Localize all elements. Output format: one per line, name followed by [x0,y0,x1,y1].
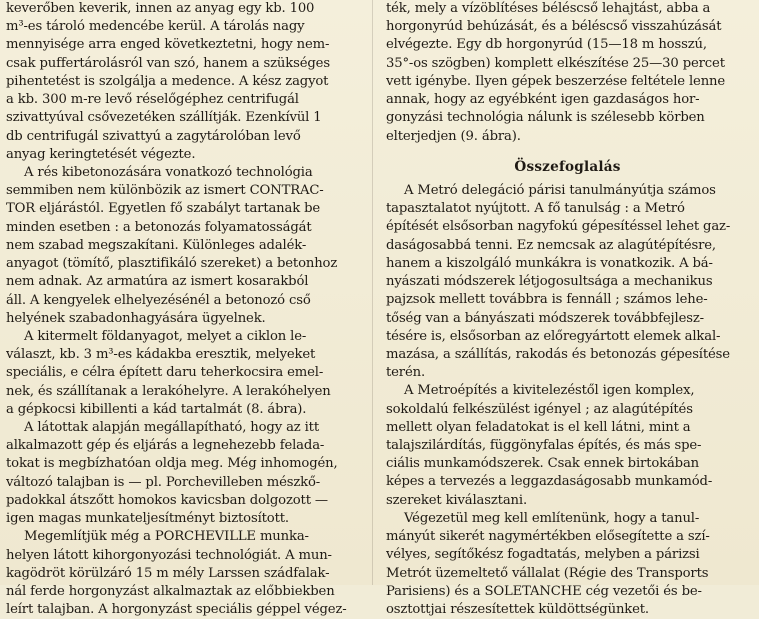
text-line: tapasztalatot nyújtott. A fő tanulság : a Metró [386,201,685,217]
text-line: terén. [386,365,425,381]
text-line: mazása, a szállítás, rakodás és betonozás gépesítése [386,346,730,362]
text-line: a gépkocsi kibillenti a kád tartalmát (8. ábra). [6,401,307,417]
text-line: nyászati módszerek létjogosultsága a mechanikus [386,274,713,290]
text-line: semmiben nem különbözik az ismert CONTRAC- [6,183,324,199]
text-line: A rés kibetonozására vonatkozó technológia [24,164,313,180]
text-line: szereket kiválasztani. [386,492,527,508]
text-line: mányút sikerét nagymértékben elősegítette a szí- [386,529,710,545]
text-line: áll. A kengyelek elhelyezésénél a betonozó cső [6,292,311,308]
text-line: vélyes, segítőkész fogadtatás, melyben a párizsi [386,547,700,563]
text-line: minden esetben : a betonozás folyamatosságát [6,219,312,235]
spacer [386,146,749,158]
text-line: keverőben keverik, innen az anyag egy kb. 100 [6,1,315,16]
paragraph [6,528,361,619]
text-line: a kb. 300 m-re levő réselőgéphez centrifugál [6,92,299,108]
text-line: nem szabad megszakítani. Különleges adalék- [6,237,307,253]
paragraph [6,328,361,419]
paragraph [386,182,749,382]
text-line: speciális, e célra épített daru teherkocsira emel- [6,365,324,381]
column-divider [372,0,373,585]
text-line: nem adnak. Az armatúra az ismert kosarakból [6,274,309,290]
text-line: db centrifugál szivattyú a zagytárolóban levő [6,128,301,144]
text-line: csak puffertárolásról van szó, hanem a szükséges [6,55,330,71]
text-line: daságosabbá tenni. Ez nemcsak az alagútépítésre, [386,237,716,253]
text-line: padokkal átszőtt homokos kavicsban dolgozott — [6,492,328,508]
text-line: osztottjai részesítettek küldöttségünket. [386,602,649,617]
text-line: anyagot (tömítő, plasztifikáló szereket) a betonhoz [6,256,338,272]
text-line: hanem a kiszolgáló munkákra is vonatkozik. A bá- [386,255,713,271]
text-line: választ, kb. 3 m³-es kádakba eresztik, melyeket [6,347,316,363]
paragraph [6,419,361,528]
text-line: TOR eljárástól. Egyetlen fő szabályt tartanak be [6,201,321,217]
text-line: ték, mely a vízöblítéses béléscső lehajtást, abba a [386,1,711,16]
text-line: ciális munkamódszerek. Csak ennek birtokában [386,456,700,472]
text-line: építését elsősorban nagyfokú gépesítéssel lehet gaz- [386,219,731,235]
text-line: A látottak alapján megállapítható, hogy az itt [24,420,319,436]
text-line: sokoldalú felkészülést igényel ; az alagútépítés [386,401,693,417]
right-column [386,0,749,619]
text-line: Végezetül meg kell említenünk, hogy a tanul- [404,510,700,526]
text-line: A Metroépítés a kivitelezéstől igen komplex, [404,383,695,399]
text-line: tokat is megbízhatóan oldja meg. Még inhomogén, [6,456,338,472]
text-line: tőség van a bányászati módszerek továbbfejlesz- [386,310,704,326]
text-line: pihentetést is szolgálja a medence. A kész zagyot [6,73,329,89]
text-line: Megemlítjük még a PORCHEVILLE munka- [24,529,309,545]
text-line: elvégezte. Egy db horgonyrúd (15—18 m hosszú, [386,37,707,53]
text-line: szivattyúval csővezetéken szállítják. Ezenkívül 1 [6,110,322,126]
left-column [6,0,361,619]
text-line: helyének szabadonhagyására ügyelnek. [6,310,266,326]
text-line: A Metró delegáció párisi tanulmányútja számos [404,182,716,198]
text-line: Parisiens) és a SOLETANCHE cég vezetői és be- [386,583,702,599]
text-line: 35°-os szögben) komplett elkészítése 25—30 percet [386,55,725,71]
text-line: helyen látott kihorgonyozási technológiát. A mun- [6,547,332,563]
text-line: alkalmazott gép és eljárás a legnehezebb felada- [6,438,325,454]
text-line: m³-es tároló medencébe kerül. A tárolás nagy [6,19,305,35]
text-line: A kitermelt földanyagot, melyet a ciklon le- [24,328,307,344]
paragraph [6,164,361,328]
text-line: pajzsok mellett továbbra is fennáll ; számos lehe- [386,292,708,308]
text-line: változó talajban is — pl. Porchevilleben mészkő- [6,474,321,490]
text-line: tésére is, elsősorban az előregyártott elemek alkal- [386,328,721,344]
text-line: anyag keringtetését végezte. [6,146,196,162]
text-line: horgonyrúd behúzását, és a béléscső visszahúzását [386,19,722,35]
text-line: elterjedjen (9. ábra). [386,128,521,144]
text-line: vett igénybe. Ilyen gépek beszerzése feltétele lenne [386,73,726,89]
paragraph [6,0,361,164]
section-heading: Összefoglalás [514,158,621,175]
text-line: mellett olyan feladatokat is el kell látni, mint a [386,419,691,435]
text-line: igen magas munkateljesítményt biztosított. [6,511,289,527]
text-line: képes a tervezés a leggazdaságosabb munkamód- [386,474,713,490]
text-line: gonyzási technológia nálunk is szélesebb körben [386,110,705,126]
paragraph [386,0,749,146]
text-line: Metrót üzemeltető vállalat (Régie des Transports [386,565,709,581]
text-line: kagödröt körülzáró 15 m mély Larssen szádfalak- [6,565,330,581]
text-line: nál ferde horgonyzást alkalmaztak az előbbiekben [6,584,335,599]
paragraph [386,510,749,619]
text-line: leírt talajban. A horgonyzást speciális géppel végez- [6,602,347,618]
text-line: talajszilárdítás, függönyfalas építés, és más spe- [386,438,702,454]
text-line: nek, és szállítanak a lerakóhelyre. A lerakóhelyen [6,383,331,399]
paragraph [386,382,749,510]
text-line: mennyisége arra enged következtetni, hogy nem- [6,37,330,53]
text-line: annak, hogy az egyébként igen gazdaságos hor- [386,92,700,108]
